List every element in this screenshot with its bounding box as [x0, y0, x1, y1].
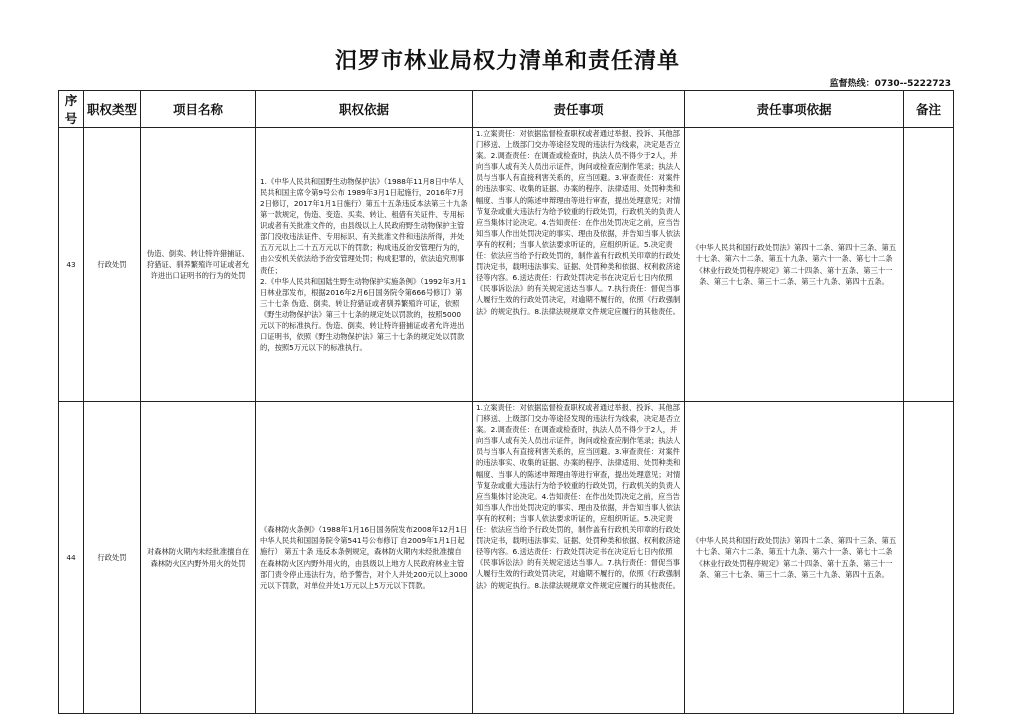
row-responsibility-text: 1.立案责任：对依据监督检查职权或者通过举报、投诉、其他部门移送、上级部门交办等途径发现的违法行为线索，决定是否立案。2.调查责任：在调查或检查时，执法人员不得少于2人，并向当事人或有关人员出示证件，询问或检查应制作笔录；执法人员与当事人有直接利害关系的，应当回避。3.审查责任：对案件的违法事实、收集的证据、办案的程序、法律适用、处罚种类和幅度、当事人的陈述申辩理由等进行审查，提出处理意见；对情节复杂或重大违法行为给予较重的行政处罚，行政机关的负责人应当集体讨论决定。4.告知责任：在作出处罚决定之前，应当告知当事人作出处罚决定的事实、理由及依据，并告知当事人依法享有的权利；当事人依法要求听证的，应组织听证。5.决定责任：依法应当给予行政处罚的，制作盖有行政机关印章的行政处罚决定书，载明违法事实、证据、处罚种类和依据、权利救济途径等内容。6.送达责任：行政处罚决定书在决定后七日内依照《民事诉讼法》的有关规定送达当事人。7.执行责任：督促当事人履行生效的行政处罚决定，对逾期不履行的，依照《行政强制法》的规定执行。8.法律法规规章文件规定应履行的其他责任。 — [476, 129, 681, 316]
col-header-note: 备注 — [904, 91, 954, 128]
row-responsibility-text: 1.立案责任：对依据监督检查职权或者通过举报、投诉、其他部门移送、上级部门交办等途径发现的违法行为线索，决定是否立案。2.调查责任：在调查或检查时，执法人员不得少于2人，并向当事人或有关人员出示证件，询问或检查应制作笔录；执法人员与当事人有直接利害关系的，应当回避。3.审查责任：对案件的违法事实、收集的证据、办案的程序、法律适用、处罚种类和幅度、当事人的陈述申辩理由等进行审查，提出处理意见；对情节复杂或重大违法行为给予较重的行政处罚，行政机关的负责人应当集体讨论决定。4.告知责任：在作出处罚决定之前，应当告知当事人作出处罚决定的事实、理由及依据，并告知当事人依法享有的权利；当事人依法要求听证的，应组织听证。5.决定责任：依法应当给予行政处罚的，制作盖有行政机关印章的行政处罚决定书，载明违法事实、证据、处罚种类和依据、权利救济途径等内容。6.送达责任：行政处罚决定书在决定后七日内依照《民事诉讼法》的有关规定送达当事人。7.执行责任：督促当事人履行生效的行政处罚决定，对逾期不履行的，依照《行政强制法》的规定执行。8.法律法规规章文件规定应履行的其他责任。 — [476, 403, 681, 590]
row-responsibility — [473, 128, 685, 402]
row-note — [904, 402, 954, 714]
row-basis-text: 《森林防火条例》（1988年1月16日国务院发布2008年12月1日中华人民共和国国务院令第541号公布修订 自2009年1月1日起施行） 第五十条 违反本条例规定，森林防火期内未经批准擅自在森林防火区内野外用火的，由县级以上地方人民政府林业主管部门责令停止违法行为，给予警告，对个人并处200元以上3000元以下罚款，对单位并处1万元以上5万元以下罚款。 — [260, 525, 468, 590]
row-name-cell — [141, 128, 256, 402]
row-type: 行政处罚 — [84, 402, 141, 714]
row-type: 行政处罚 — [84, 128, 141, 402]
col-header-type: 职权类型 — [84, 91, 141, 128]
table-header-row — [59, 91, 954, 128]
row-name: 伪造、倒卖、转让特许猎捕证、狩猎证、驯养繁殖许可证或者允许进出口证明书的行为的处罚 — [146, 248, 250, 281]
row-resp-basis: 《中华人民共和国行政处罚法》第四十二条、第四十三条、第五十七条、第六十二条、第五十九条、第六十一条、第七十二条《林业行政处罚程序规定》第二十四条、第十五条、第三十一条、第三十七条、第三十二条、第三十九条、第四十五条。 — [685, 128, 904, 402]
row-basis — [256, 128, 473, 402]
row-num: 43 — [59, 128, 84, 402]
row-name-cell — [141, 402, 256, 714]
col-header-resp-basis: 责任事项依据 — [685, 91, 904, 128]
power-responsibility-table — [58, 90, 954, 714]
table-row — [59, 128, 954, 402]
col-header-name: 项目名称 — [141, 91, 256, 128]
table-row — [59, 402, 954, 714]
hotline-text: 监督热线：0730--5222723 — [829, 79, 951, 89]
col-header-basis: 职权依据 — [256, 91, 473, 128]
page-title: 汨罗市林业局权力清单和责任清单 — [334, 48, 680, 74]
row-resp-basis: 《中华人民共和国行政处罚法》第四十二条、第四十三条、第五十七条、第六十二条、第五十九条、第六十一条、第七十二条《林业行政处罚程序规定》第二十四条、第十五条、第三十一条、第三十七条、第三十二条、第三十九条、第四十五条。 — [685, 402, 904, 714]
row-note — [904, 128, 954, 402]
row-responsibility — [473, 402, 685, 714]
row-basis — [256, 402, 473, 714]
row-name: 对森林防火期内未经批准擅自在森林防火区内野外用火的处罚 — [146, 547, 250, 568]
row-num: 44 — [59, 402, 84, 714]
col-header-num: 序号 — [59, 91, 84, 128]
col-header-responsibility: 责任事项 — [473, 91, 685, 128]
row-basis-text: 1.《中华人民共和国野生动物保护法》（1988年11月8日中华人民共和国主席令第9号公布 1989年3月1日起施行，2016年7月2日修订，2017年1月1日施行）第五十五条违反本法第三十九条第一款规定，伪造、变造、买卖、转让、租借有关证件、专用标识或者有关批准文件的，由县级以上人民政府野生动物保护主管部门没收违法证件、专用标识、有关批准文件和违法所得，并处五万元以上二十五万元以下的罚款；构成违反治安管理行为的，由公安机关依法给予治安管理处罚；构成犯罪的，依法追究刑事责任； 2.《中华人民共和国陆生野生动物保护实施条例》（1992年3月1日林业部发布，根据2016年2月6日国务院令第666号修订）第三十七条 伪造、倒卖、转让狩猎证或者驯养繁殖许可证，依照《野生动物保护法》第三十七条的规定处以罚款的，按照5000元以下的标准执行。伪造、倒卖、转让特许猎捕证或者允许进出口证明书，依照《野生动物保护法》第三十七条的规定处以罚款的，按照5万元以下的标准执行。 — [260, 176, 468, 353]
